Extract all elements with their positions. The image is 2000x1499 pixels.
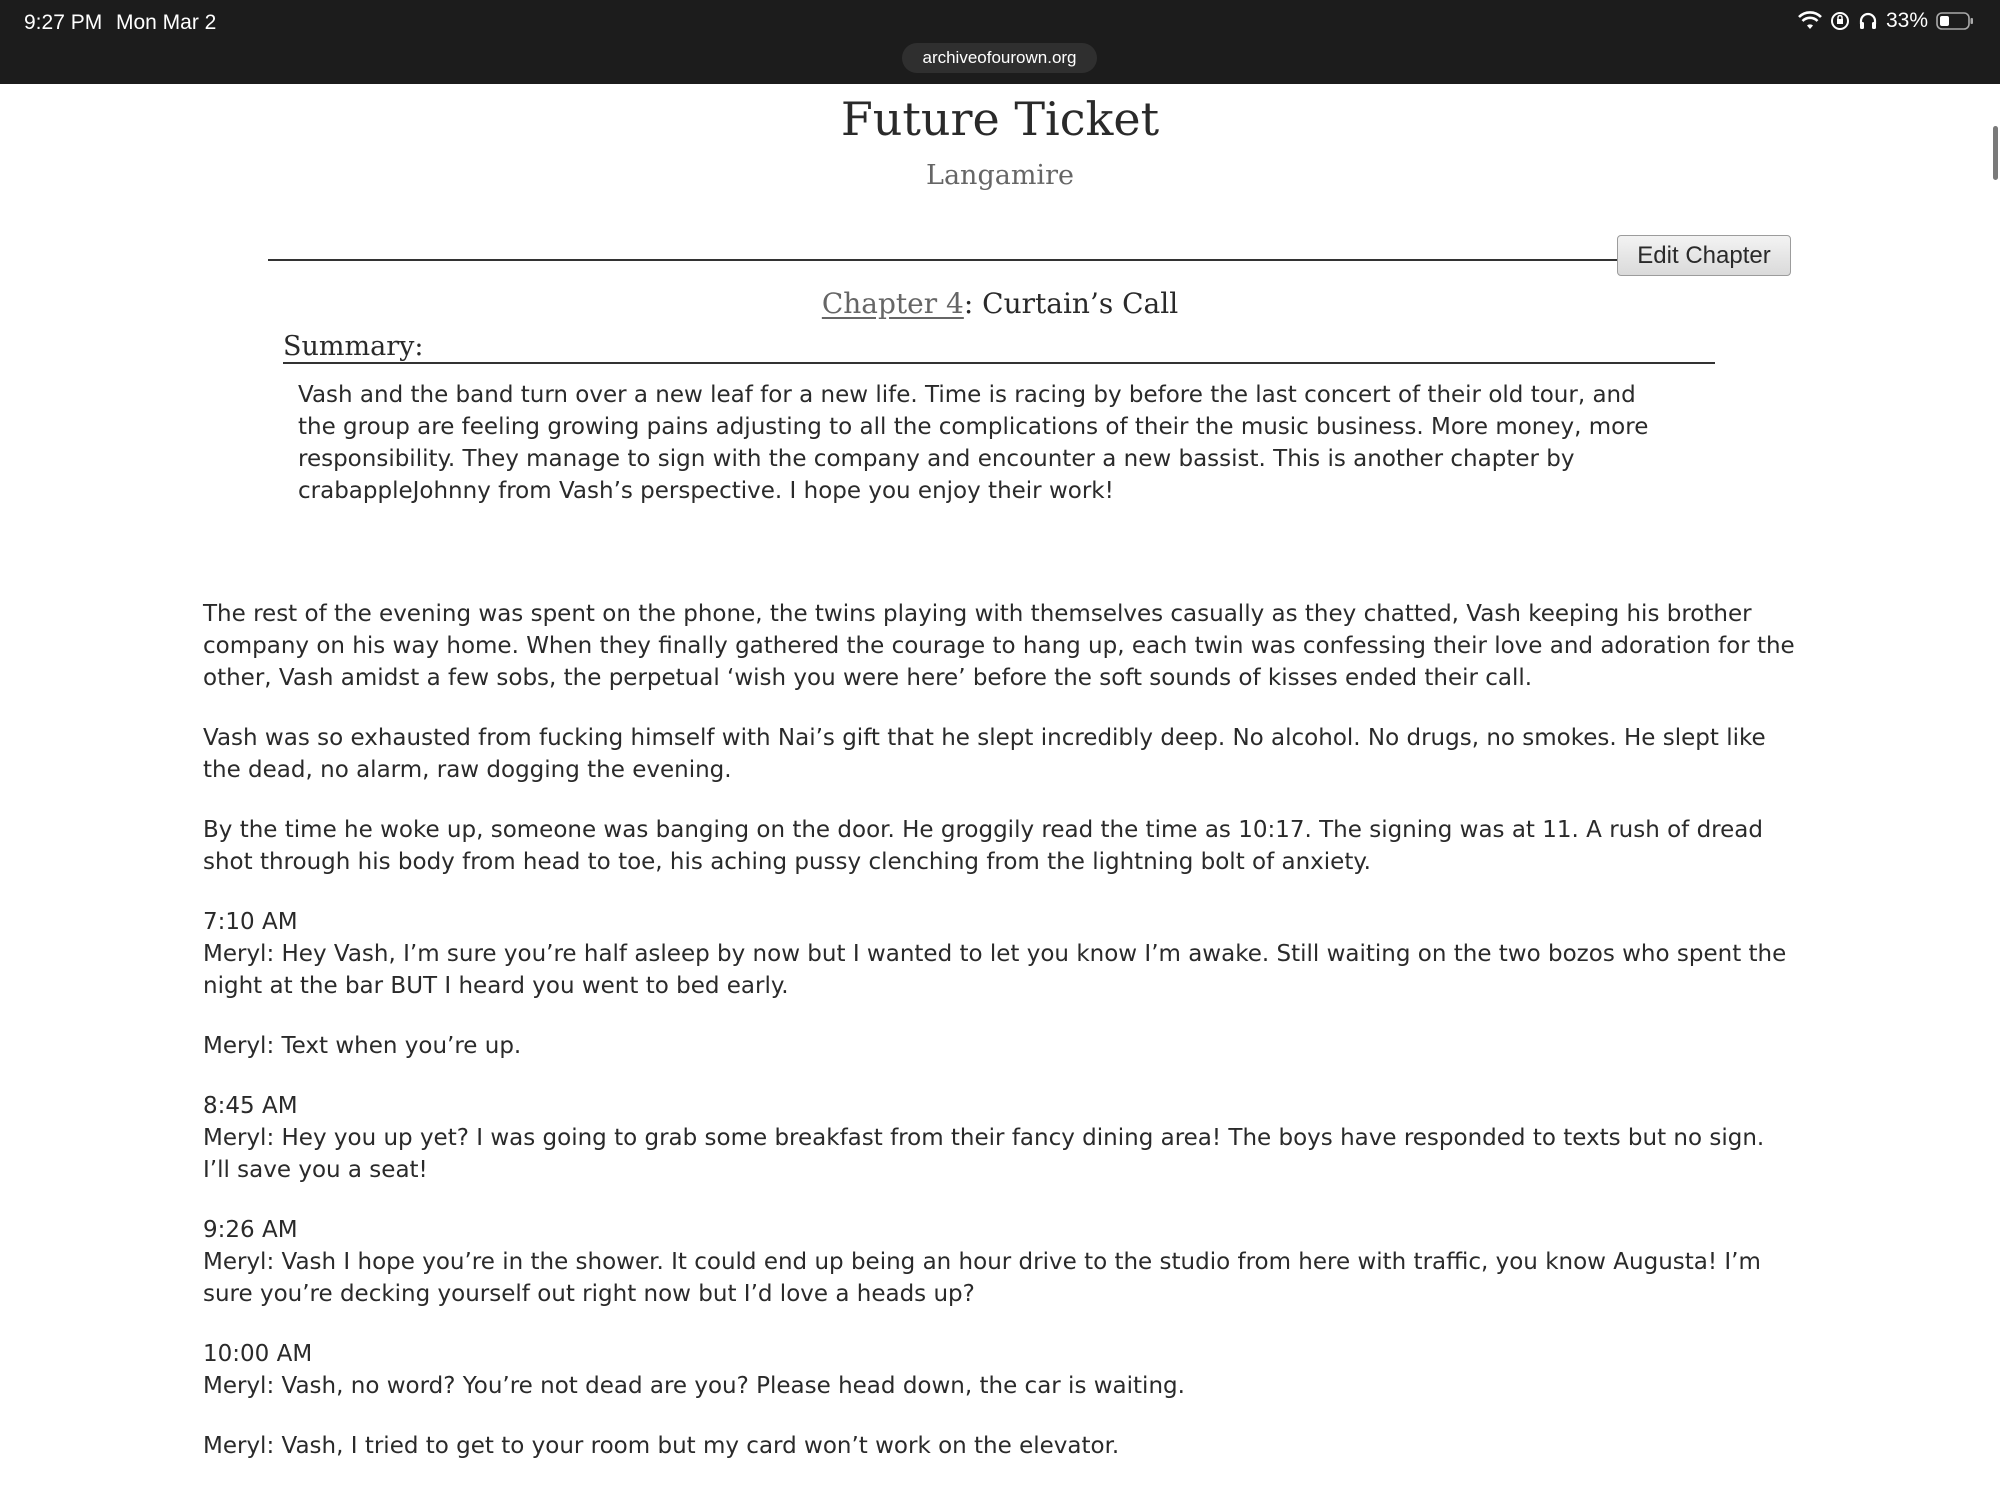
chapter-heading [0,287,2000,320]
battery-icon [1936,11,1974,31]
status-time: 9:27 PM [24,11,103,34]
work-title: Future Ticket [840,92,1160,146]
summary-heading: Summary: [283,332,1715,364]
paragraph: 9:26 AM Meryl: Vash I hope you’re in the shower. It could end up being an hour drive to the studio from here with traffic, you know Augusta! I’m sure you’re decking yourself out right now but I’d love a heads up? [203,1217,1761,1307]
battery-percent: 33% [1885,9,1928,32]
chapter-title-text: : Curtain’s Call [963,287,1179,320]
address-bar[interactable]: archiveofourown.org [902,43,1097,73]
paragraph: Meryl: Text when you’re up. [203,1033,522,1059]
status-indicators [1798,9,1974,33]
status-date: Mon Mar 2 [116,11,217,34]
scroll-indicator[interactable] [1993,126,1998,180]
author-link[interactable]: Langamire [926,160,1074,191]
wifi-icon [1798,11,1822,31]
paragraph: Vash was so exhausted from fucking himself with Nai’s gift that he slept incredibly deep. No alcohol. No drugs, no smokes. He slept like the dead, no alarm, raw dogging the evening. [203,725,1766,783]
paragraph: The rest of the evening was spent on the phone, the twins playing with themselves casually as they chatted, Vash keeping his brother company on his way home. When they finally gathered the courage to hang up, each twin was confessing their love and adoration for the other, Vash amidst a few sobs, the perpetual ‘wish you were here’ before the soft sounds of kisses ended their call. [203,601,1795,691]
paragraph: 7:10 AM Meryl: Hey Vash, I’m sure you’re half asleep by now but I wanted to let you know I’m awake. Still waiting on the two bozos who spent the night at the bar BUT I heard you went to bed early. [203,909,1787,999]
orientation-lock-icon [1830,11,1850,31]
paragraph: 8:45 AM Meryl: Hey you up yet? I was going to grab some breakfast from their fancy dining area! The boys have responded to texts but no sign. I’ll save you a seat! [203,1093,1765,1183]
paragraph: 10:00 AM Meryl: Vash, no word? You’re not dead are you? Please head down, the car is waiting. [203,1341,1185,1399]
edit-chapter-button[interactable]: Edit Chapter [1617,235,1791,276]
paragraph: Meryl: Vash, I tried to get to your room but my card won’t work on the elevator. [203,1433,1120,1459]
paragraph: By the time he woke up, someone was banging on the door. He groggily read the time as 10:17. The signing was at 11. A rush of dread shot through his body from head to toe, his aching pussy clenching from the lightning bolt of anxiety. [203,817,1763,875]
status-bar [0,0,2000,84]
chapter-link[interactable]: Chapter 4 [821,287,964,320]
summary-text: Vash and the band turn over a new leaf for a new life. Time is racing by before the last concert of their old tour, and the group are feeling growing pains adjusting to all the complications of their the music business. More money, more responsibility. They manage to sign with the company and encounter a new bassist. This is another chapter by crabappleJohnny from Vash’s perspective. I hope you enjoy their work! [298,382,1649,504]
headphones-icon [1858,11,1878,31]
chapter-body [203,598,1798,1490]
header-divider [268,259,1618,261]
